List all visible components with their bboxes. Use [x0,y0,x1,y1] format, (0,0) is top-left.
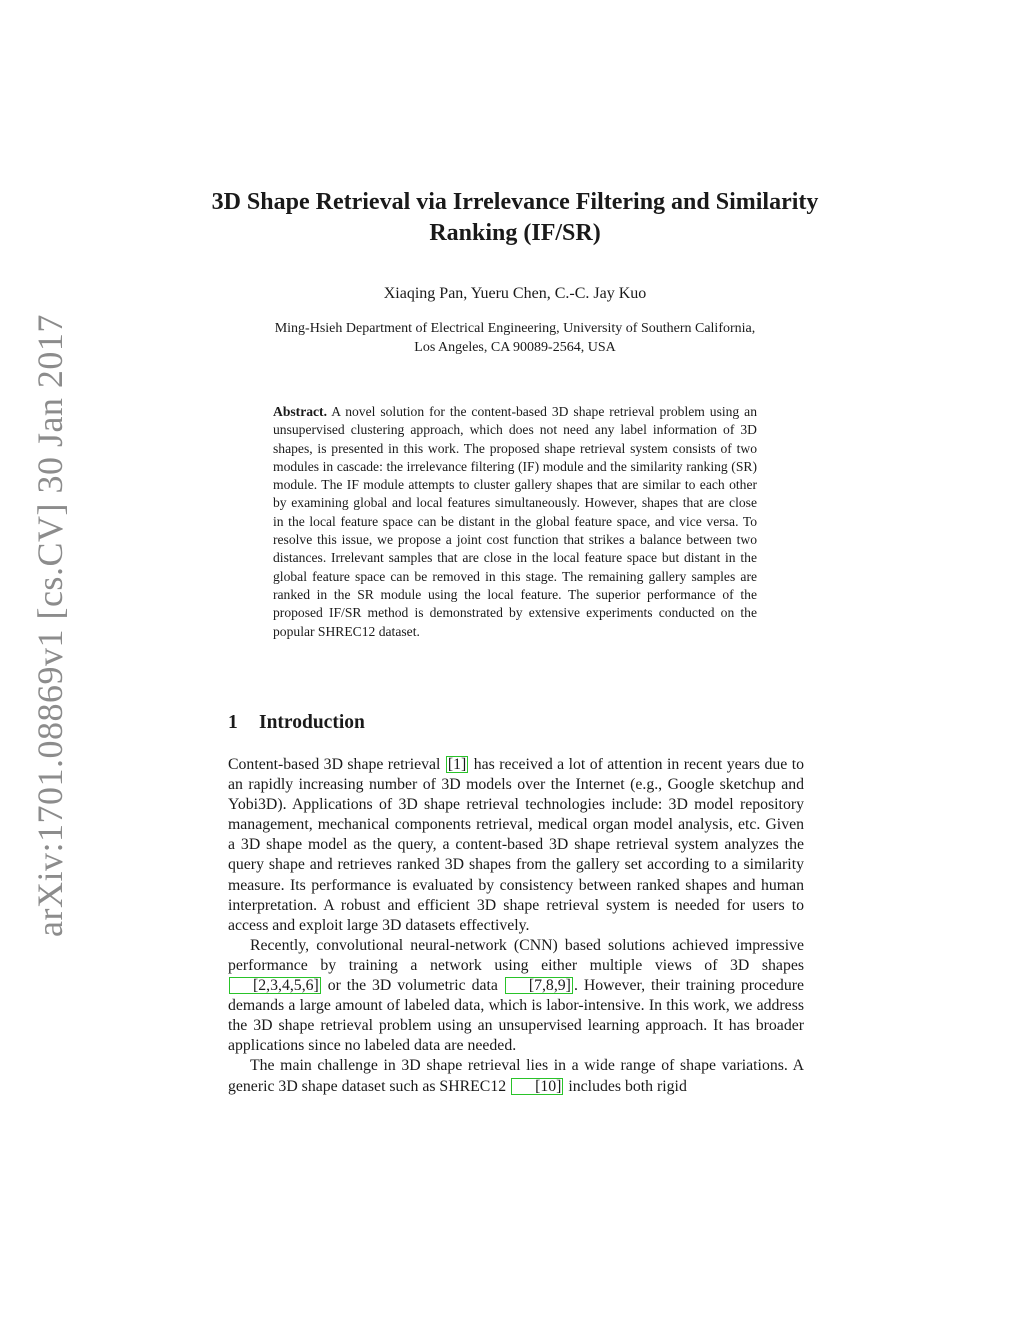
citation-link[interactable]: [2,3,4,5,6] [229,977,321,994]
affiliation [200,319,830,357]
abstract-text: A novel solution for the content-based 3D shape retrieval problem using an unsupervised clustering approach, which does not need any label information of 3D shapes, is presented in this work. The proposed shape retrieval system consists of two modules in cascade: the irrelevance filtering (IF) module and the similarity ranking (SR) module. The IF module attempts to cluster gallery shapes that are similar to each other by examining global and local features simultaneously. However, shapes that are close in the local feature space can be distant in the global feature space, and vice versa. To resolve this issue, we propose a joint cost function that strikes a balance between two distances. Irrelevant samples that are close in the local feature space but distant in the global feature space can be removed in this stage. The remaining gallery samples are ranked in the SR module using the local feature. The superior performance of the proposed IF/SR method is demonstrated by extensive experiments conducted on the popular SHREC12 dataset. [273,404,758,639]
paragraph-text: has received a lot of attention in recent years due to an rapidly increasing number of 3D models over the Internet (e.g., Google sketchup and Yobi3D). Applications of 3D shape retrieval technologies include: 3D model repository management, mechanical components retrieval, medical organ model analysis, etc. Given a 3D shape model as the query, a content-based 3D shape retrieval system analyzes the query shape and retrieves ranked 3D shapes from the gallery set according to a similarity measure. Its performance is evaluated by consistency between ranked shapes and human interpretation. A robust and efficient 3D shape retrieval system is needed for users to access and exploit large 3D datasets effectively. [228,756,804,934]
citation-link[interactable]: [7,8,9] [505,977,573,994]
paragraph [228,755,804,936]
arxiv-identifier: arXiv:1701.08869v1 [cs.CV] 30 Jan 2017 [30,314,70,937]
paragraph [228,1056,804,1096]
author-list: Xiaqing Pan, Yueru Chen, C.-C. Jay Kuo [383,285,647,302]
paragraph-text: includes both rigid [568,1077,687,1095]
paragraph-text: Recently, convolutional neural-network (CNN) based solutions achieved impressive performance by training a network using either multiple views of 3D shapes [228,936,804,974]
citation-link[interactable]: [10] [511,1078,563,1095]
paragraph [228,936,804,1057]
affiliation-line-1: Ming-Hsieh Department of Electrical Engineering, University of Southern California, [274,321,756,336]
paragraph-text: . However, their training procedure demands a large amount of labeled data, which is labor-intensive. In this work, we address the 3D shape retrieval problem using an unsupervised learning approach. It has broader applications since no labeled data are needed. [228,977,804,1055]
citation-link[interactable]: [1] [447,756,467,773]
section-heading [228,710,365,736]
section-title: Introduction [259,712,365,733]
abstract [273,403,757,641]
introduction-body [228,755,804,1097]
section-number: 1 [228,712,238,733]
affiliation-line-2: Los Angeles, CA 90089-2564, USA [414,340,616,355]
paper-title: 3D Shape Retrieval via Irrelevance Filtering and Similarity Ranking (IF/SR) [211,189,819,246]
paragraph-text: Content-based 3D shape retrieval [228,756,441,773]
paragraph-text: The main challenge in 3D shape retrieval lies in a wide range of shape variations. A generic 3D shape dataset such as SHREC12 [228,1057,804,1095]
paragraph-text: or the 3D volumetric data [327,977,498,995]
abstract-label: Abstract. [273,404,327,419]
